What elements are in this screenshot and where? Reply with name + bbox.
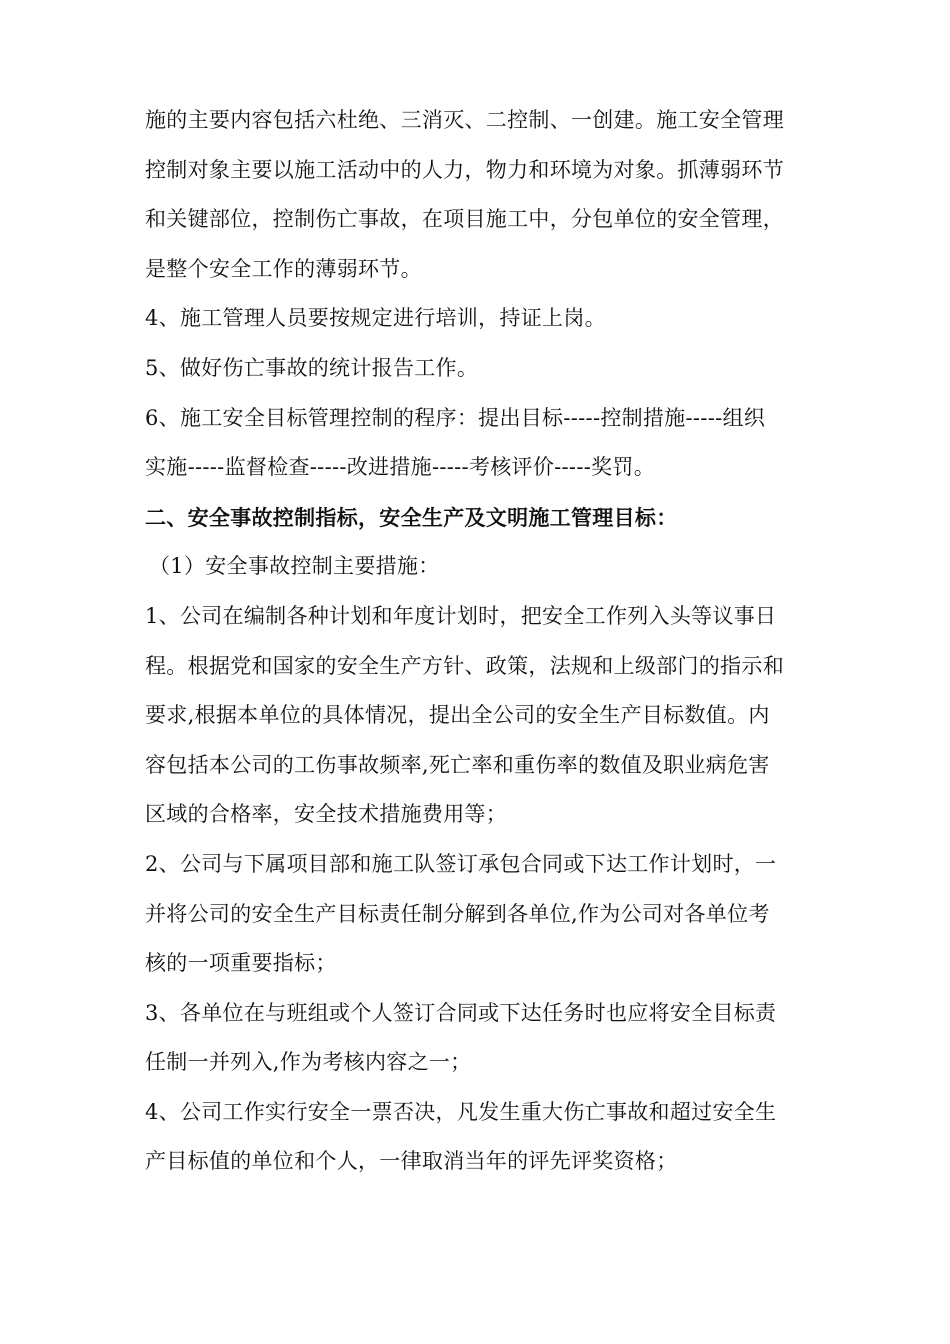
list-item-5-reporting: 5、做好伤亡事故的统计报告工作。 (145, 355, 479, 380)
measure-4-line-1: 4、公司工作实行安全一票否决，凡发生重大伤亡事故和超过安全生 (145, 1099, 777, 1124)
list-item-6-procedure: 6、施工安全目标管理控制的程序：提出目标-----控制措施-----组织 (145, 405, 766, 430)
measure-1-line-1: 1、公司在编制各种计划和年度计划时，把安全工作列入头等议事日 (145, 603, 777, 628)
measure-1-line-3: 要求,根据本单位的具体情况，提出全公司的安全生产目标数值。内 (145, 703, 770, 728)
measure-2-line-3: 核的一项重要指标； (145, 951, 337, 976)
measure-3-line-2: 任制一并列入,作为考核内容之一； (145, 1050, 472, 1075)
measure-1-line-5: 区域的合格率，安全技术措施费用等； (145, 802, 508, 827)
measure-1-line-4: 容包括本公司的工伤事故频率,死亡率和重伤率的数值及职业病危害 (145, 752, 770, 777)
measure-4-line-2: 产目标值的单位和个人，一律取消当年的评先评奖资格； (145, 1149, 678, 1174)
measure-2-line-1: 2、公司与下属项目部和施工队签订承包合同或下达工作计划时，一 (145, 851, 777, 876)
measure-1-line-2: 程。根据党和国家的安全生产方针、政策，法规和上级部门的指示和 (145, 653, 784, 678)
list-item-4-training: 4、施工管理人员要按规定进行培训，持证上岗。 (145, 306, 606, 331)
section-heading: 二、安全事故控制指标，安全生产及文明施工管理目标： (145, 504, 678, 530)
document-body (145, 96, 825, 1187)
list-item-6-procedure-cont: 实施-----监督检查-----改进措施-----考核评价-----奖罚。 (145, 455, 656, 480)
subsection-heading: （1）安全事故控制主要措施： (149, 554, 440, 579)
body-line-3: 和关键部位，控制伤亡事故，在项目施工中，分包单位的安全管理， (145, 207, 784, 232)
body-line-4: 是整个安全工作的薄弱环节。 (145, 256, 422, 281)
measure-2-line-2: 并将公司的安全生产目标责任制分解到各单位,作为公司对各单位考 (145, 901, 770, 926)
measure-3-line-1: 3、各单位在与班组或个人签订合同或下达任务时也应将安全目标责 (145, 1000, 777, 1025)
body-line-2: 控制对象主要以施工活动中的人力，物力和环境为对象。抓薄弱环节 (145, 157, 784, 182)
body-line-1: 施的主要内容包括六杜绝、三消灭、二控制、一创建。施工安全管理 (145, 108, 784, 132)
